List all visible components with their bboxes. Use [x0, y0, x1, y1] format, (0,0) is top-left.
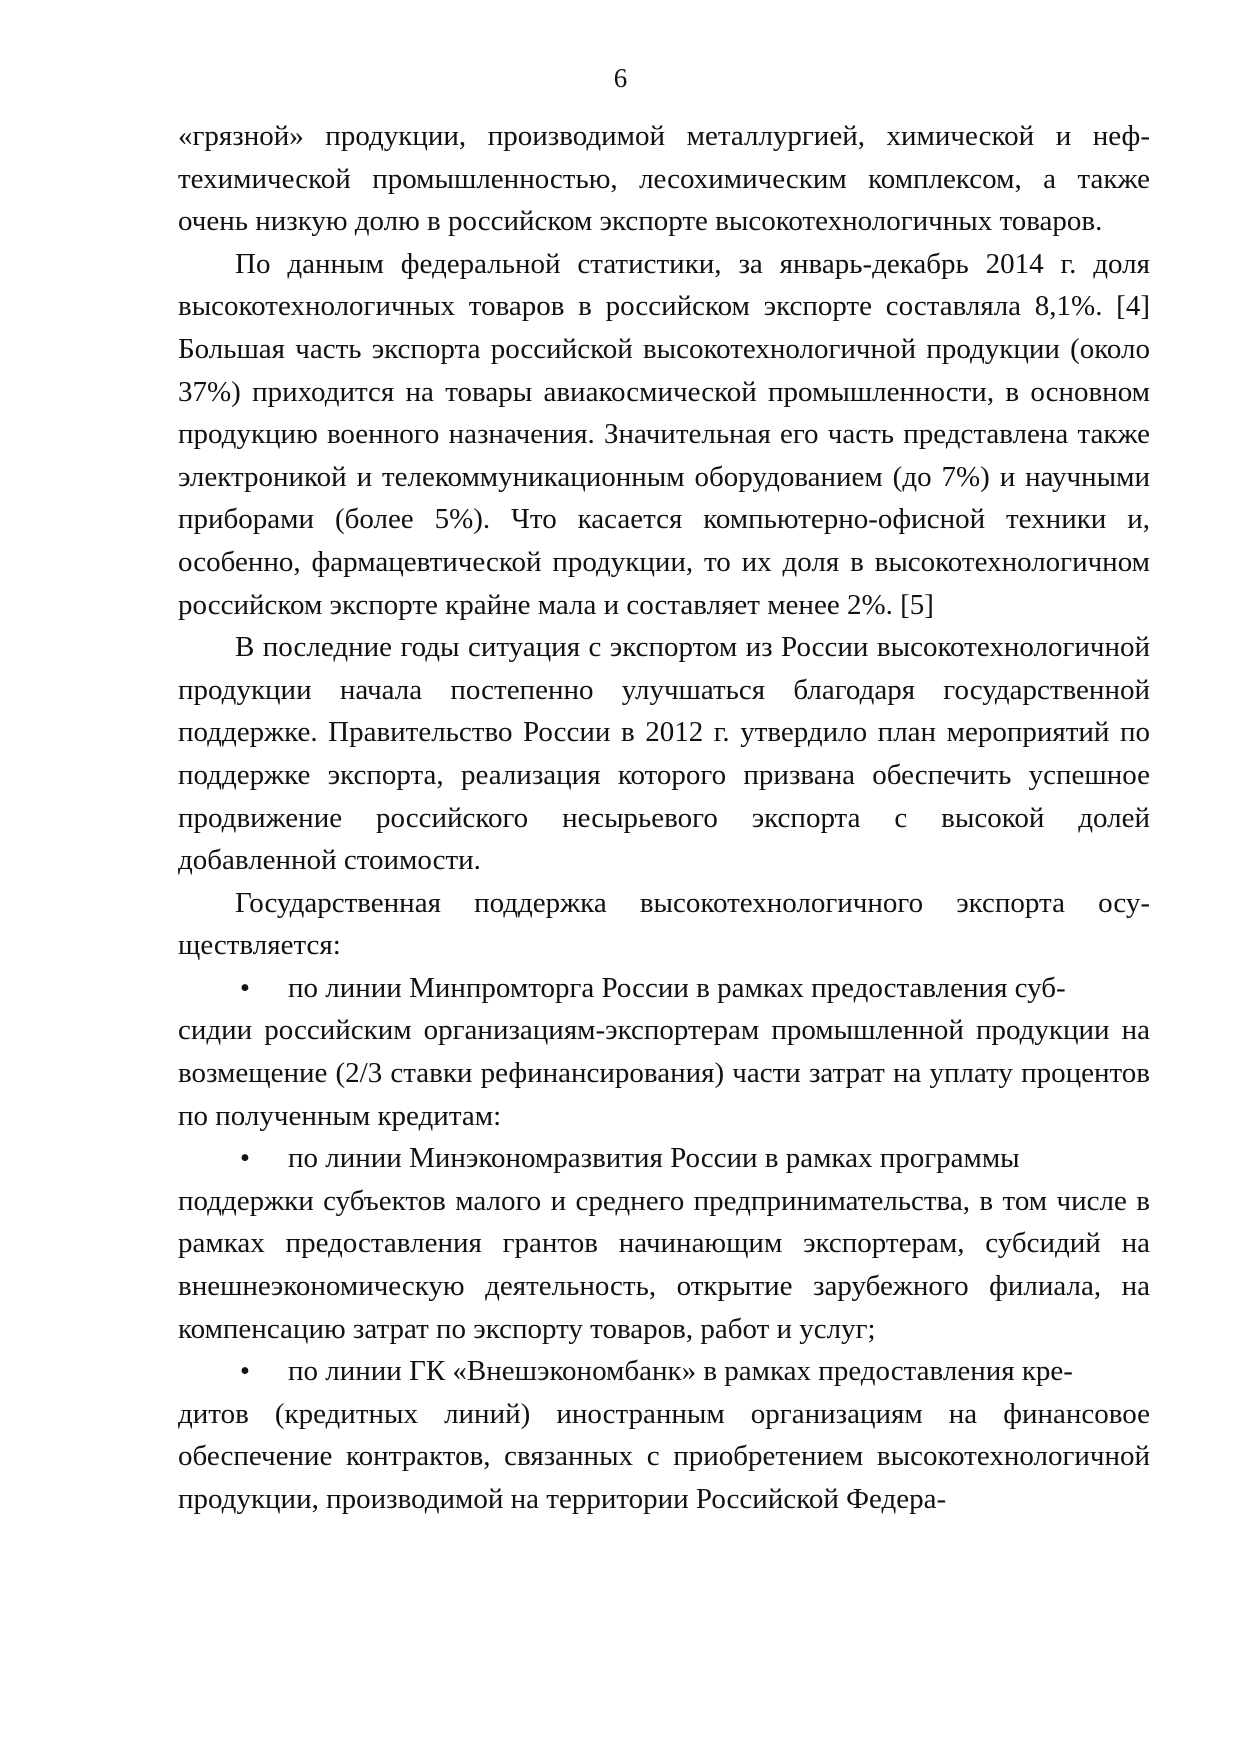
bullet-icon: •: [239, 1142, 251, 1175]
page-number: 6: [613, 63, 628, 93]
list-item-text: дитов (кредитных линий) иностранным организациям на финансовое обеспечение контрактов, связанных с приобретением высокотехнологичной продукции, производимой на территории Российской Федера-: [178, 1397, 1150, 1515]
list-item: [178, 1137, 1150, 1350]
paragraph-state-support: Государственная поддержка высокотехнологичного экспорта осуществляется:: [178, 886, 1150, 962]
document-body: [178, 115, 1150, 1521]
list-item-first-line: [178, 967, 1150, 1010]
list-item-text: поддержки субъектов малого и среднего предпринимательства, в том числе в рамках предоставления грантов начинающим экспортерам, субсидий на внешнеэкономическую деятельность, открытие зарубежного филиала, на компенсацию затрат по экспорту товаров, работ и услуг;: [178, 1184, 1150, 1345]
list-item-first-line: [178, 1137, 1150, 1180]
list-item-lead: по линии Минпромторга России в рамках предоставления суб-: [288, 971, 1066, 1004]
list-item-lead: по линии Минэкономразвития России в рамках программы: [288, 1142, 1020, 1175]
bullet-icon: •: [239, 971, 251, 1004]
list-item: [178, 967, 1150, 1137]
paragraph-recent-years: В последние годы ситуация с экспортом из России высокотехнологичной продукции начала постепенно улучшаться благодаря государственной поддержке. Правительство России в 2012 г. утвердило план мероприятий по поддержке экспорта, реализация которого призвана обеспечить успешное продвижение российского несырьевого экспорта с высокой долей добавленной стоимости.: [178, 631, 1150, 877]
bullet-icon: •: [239, 1355, 251, 1388]
list-item: [178, 1350, 1150, 1520]
paragraph-statistics: По данным федеральной статистики, за январь-декабрь 2014 г. доля высокотехнологичных товаров в российском экспорте составляла 8,1%. [4] Большая часть экспорта российской высокотехнологичной продукции (около 37%) приходится на товары авиакосмической промышленности, в основном продукцию военного назначения. Значительная его часть представлена также электроникой и телекоммуникационным оборудованием (до 7%) и научными приборами (более 5%). Что касается компьютерно-офисной техники и, особенно, фармацевтической продукции, то их доля в высокотехнологичном российском экспорте крайне мала и составляет менее 2%. [5]: [178, 247, 1150, 621]
paragraph-continuation: «грязной» продукции, производимой металлургией, химической и нефтехимической промышленностью, лесохимическим комплексом, а также очень низкую долю в российском экспорте высокотехнологичных товаров.: [178, 120, 1150, 238]
list-item-lead: по линии ГК «Внешэкономбанк» в рамках предоставления кре-: [288, 1355, 1073, 1388]
list-item-text: сидии российским организациям-экспортерам промышленной продукции на возмещение (2/3 ставки рефинансирования) части затрат на уплату процентов по полученным кредитам:: [178, 1014, 1150, 1132]
list-item-first-line: [178, 1350, 1150, 1393]
